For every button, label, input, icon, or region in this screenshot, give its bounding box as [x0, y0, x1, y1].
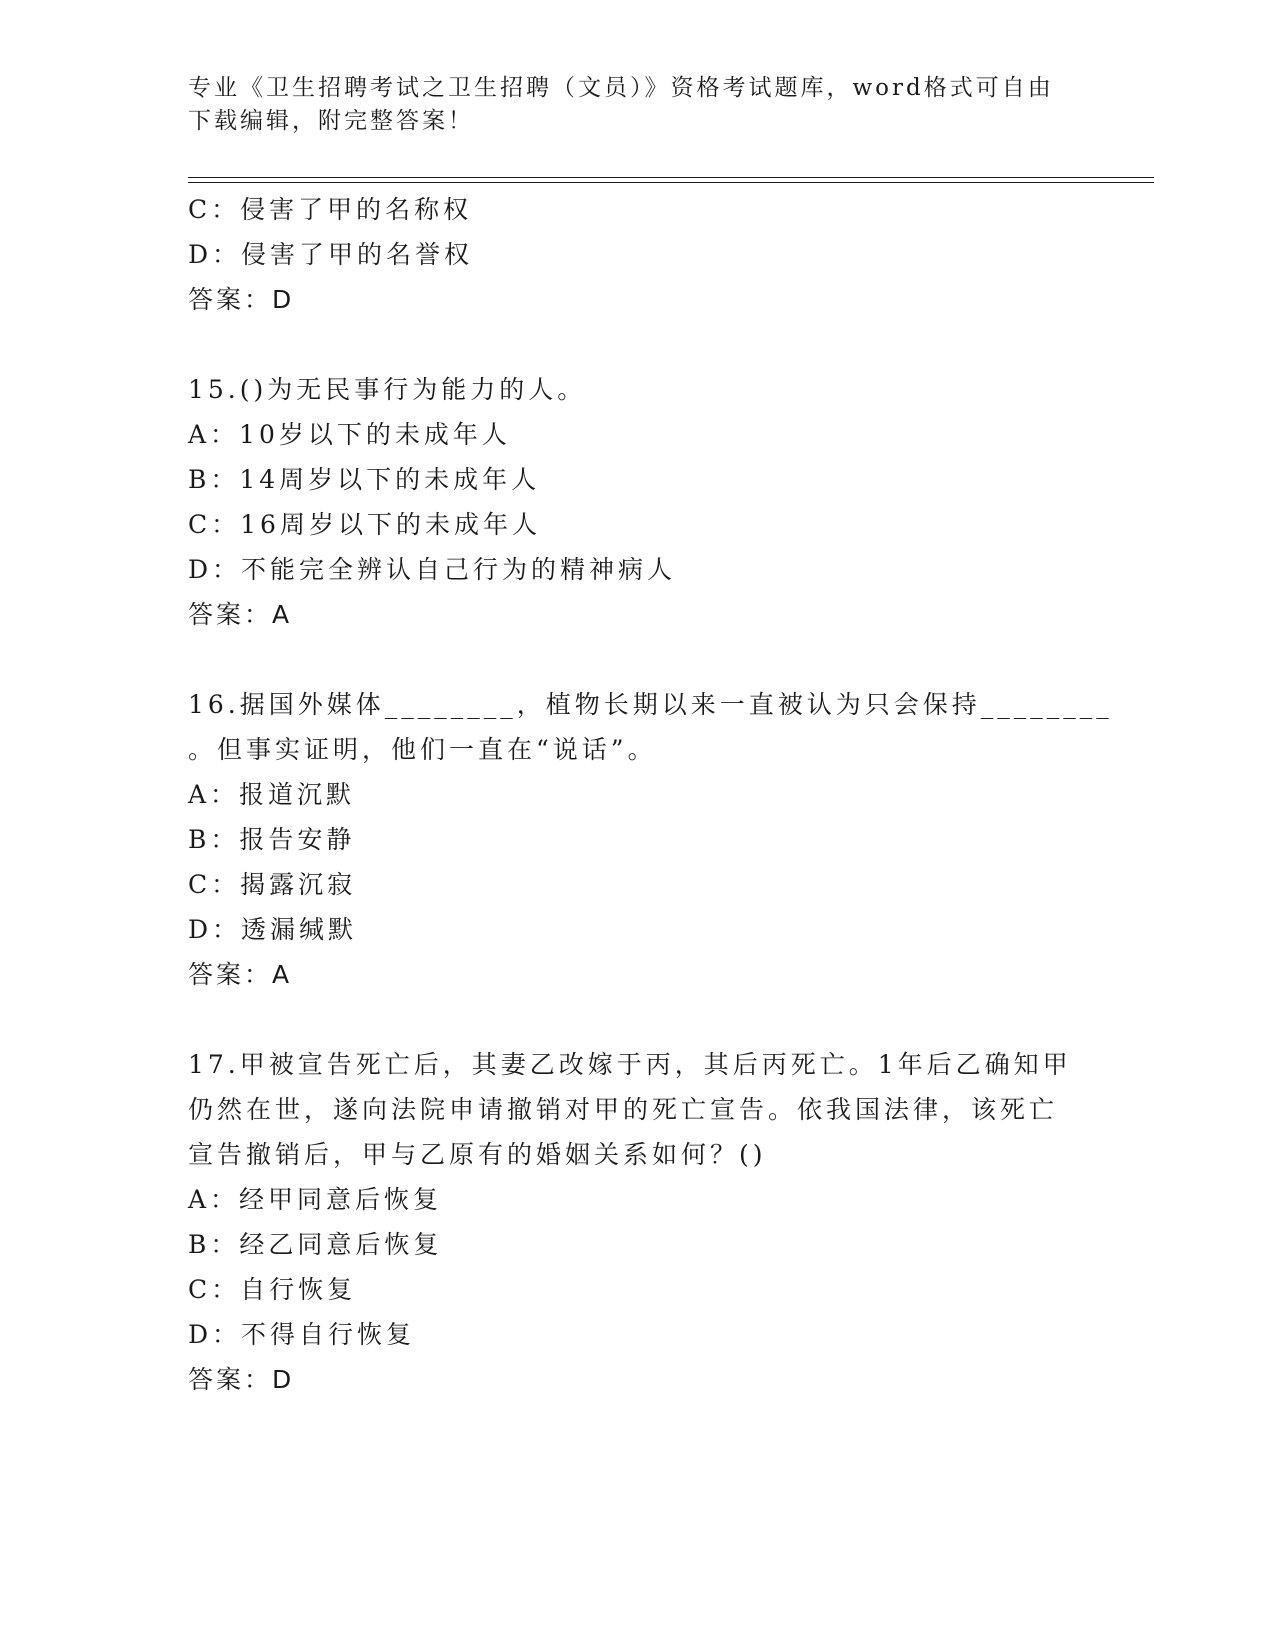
option-c: C：侵害了甲的名称权 — [188, 195, 473, 224]
header-divider-top — [188, 177, 1154, 178]
question-17-text-line-1: 17.甲被宣告死亡后，其妻乙改嫁于丙，其后丙死亡。1年后乙确知甲 — [188, 1050, 1072, 1079]
option-c: C：自行恢复 — [188, 1275, 357, 1304]
question-15-text: 15.()为无民事行为能力的人。 — [188, 375, 587, 404]
question-16-text-line-1: 16.据国外媒体________，植物长期以来一直被认为只会保持________ — [188, 690, 1113, 719]
answer-line: 答案：A — [188, 600, 293, 629]
option-c: C：16周岁以下的未成年人 — [188, 510, 541, 539]
answer-line: 答案：A — [188, 960, 293, 989]
question-16-text-line-2: 。但事实证明，他们一直在“说话”。 — [188, 735, 657, 764]
option-c: C：揭露沉寂 — [188, 870, 357, 899]
option-d: D：不得自行恢复 — [188, 1320, 416, 1349]
option-d: D：透漏缄默 — [188, 915, 358, 944]
option-b: B：14周岁以下的未成年人 — [188, 465, 541, 494]
option-b: B：经乙同意后恢复 — [188, 1230, 443, 1259]
question-17-text-line-3: 宣告撤销后，甲与乙原有的婚姻关系如何？() — [188, 1140, 767, 1169]
answer-line: 答案：D — [188, 1365, 295, 1394]
answer-line: 答案：D — [188, 285, 295, 314]
option-b: B：报告安静 — [188, 825, 356, 854]
option-d: D：不能完全辨认自己行为的精神病人 — [188, 555, 677, 584]
option-a: A：经甲同意后恢复 — [188, 1185, 443, 1214]
option-a: A：10岁以下的未成年人 — [188, 420, 511, 449]
option-d: D：侵害了甲的名誉权 — [188, 240, 474, 269]
document-header: 专业《卫生招聘考试之卫生招聘（文员）》资格考试题库，word格式可自由下载编辑，附完整答案！ — [188, 75, 1054, 134]
header-divider-bottom — [188, 182, 1154, 183]
option-a: A：报道沉默 — [188, 780, 356, 809]
question-17-text-line-2: 仍然在世，遂向法院申请撤销对甲的死亡宣告。依我国法律，该死亡 — [188, 1095, 1059, 1124]
